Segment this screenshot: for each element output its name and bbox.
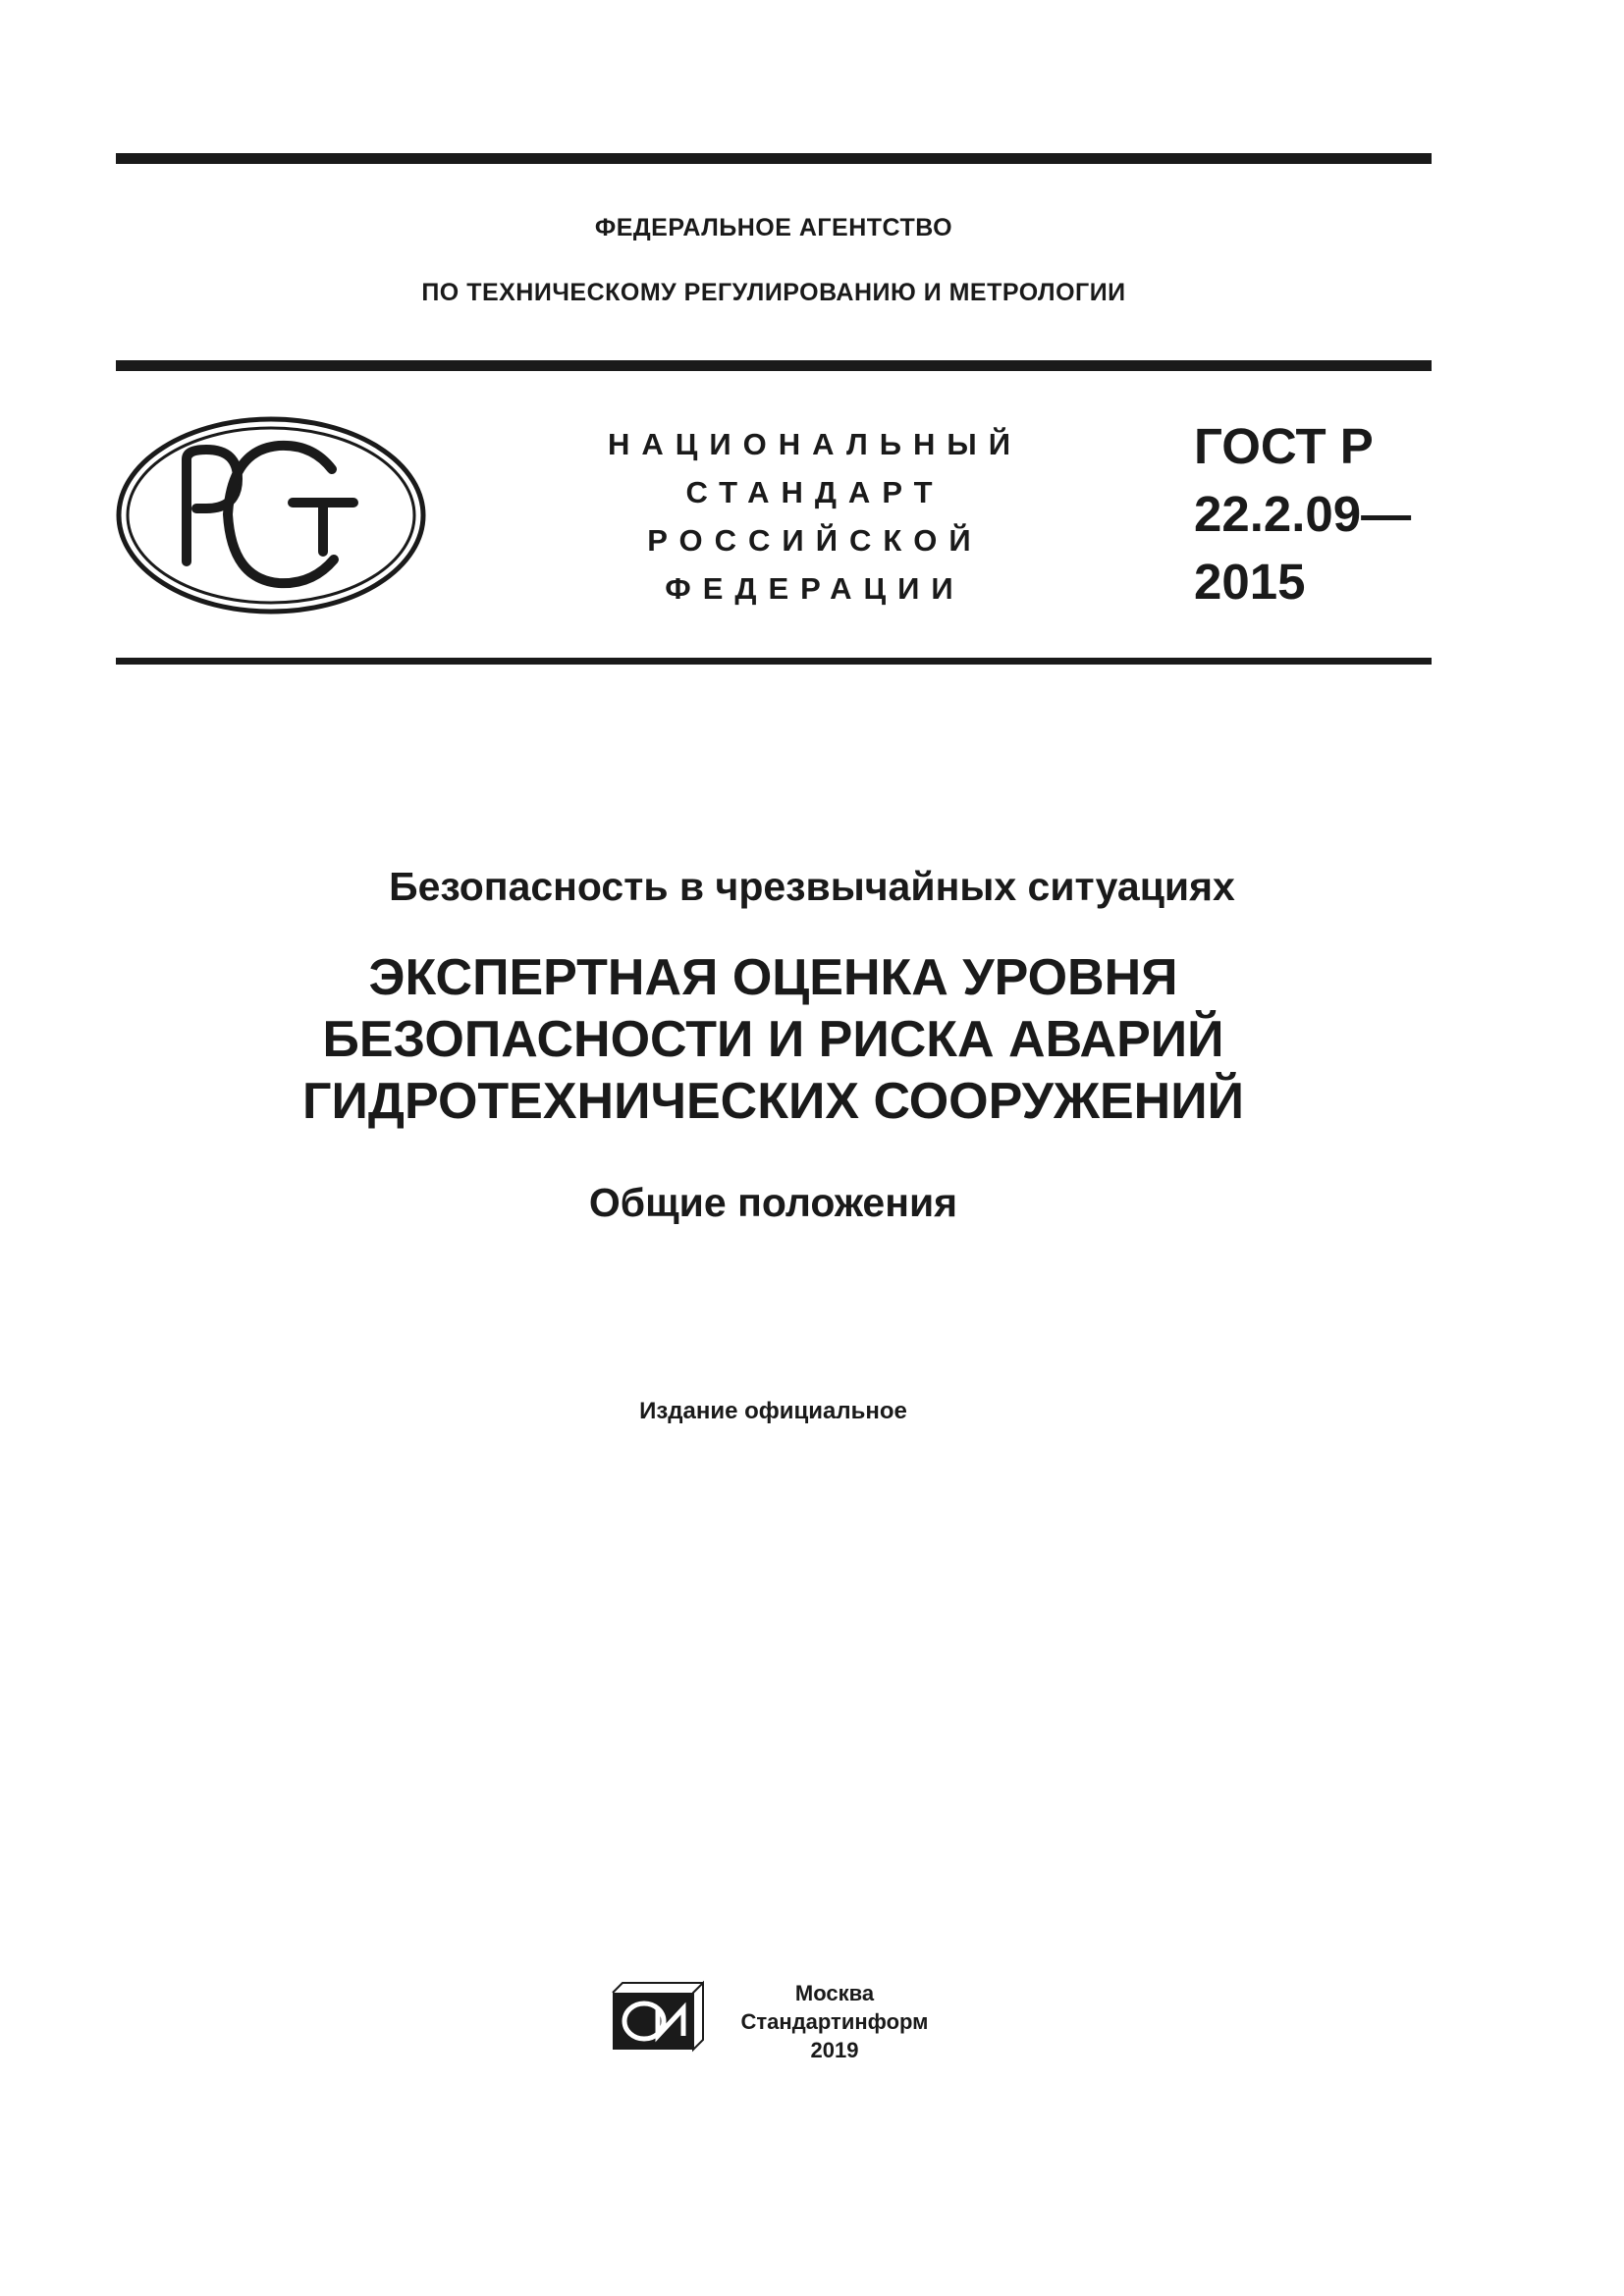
document-subject: Безопасность в чрезвычайных ситуациях [389, 864, 1235, 909]
bottom-rule [116, 658, 1432, 665]
document-title [0, 947, 1546, 1133]
agency-name-line2: ПО ТЕХНИЧЕСКОМУ РЕГУЛИРОВАНИЮ И МЕТРОЛОГИИ [421, 279, 1126, 306]
imprint-city: Москва [794, 1981, 875, 2005]
document-subtitle: Общие положения [588, 1180, 958, 1225]
rst-mark-icon [116, 416, 426, 614]
top-rule [116, 153, 1432, 164]
imprint-year: 2019 [810, 2038, 859, 2062]
national-standard-line2: СТАНДАРТ [685, 475, 945, 509]
agency-name-line1: ФЕДЕРАЛЬНОЕ АГЕНТСТВО [594, 214, 953, 241]
standard-designation [1194, 412, 1411, 615]
middle-rule [116, 360, 1432, 371]
national-standard-line4: ФЕДЕРАЦИИ [665, 571, 965, 606]
designation-line1: ГОСТ Р [1194, 418, 1374, 474]
title-line2: БЕЗОПАСНОСТИ И РИСКА АВАРИЙ [322, 1011, 1224, 1068]
title-line3: ГИДРОТЕХНИЧЕСКИХ СООРУЖЕНИЙ [302, 1073, 1244, 1130]
standartinform-logo-icon [611, 1979, 705, 2054]
national-standard-heading [569, 420, 1060, 613]
national-standard-line3: РОССИЙСКОЙ [647, 523, 983, 558]
designation-line3: 2015 [1194, 554, 1306, 610]
edition-note: Издание официальное [639, 1398, 907, 1424]
designation-line2: 22.2.09— [1194, 486, 1412, 542]
title-line1: ЭКСПЕРТНАЯ ОЦЕНКА УРОВНЯ [368, 949, 1178, 1006]
imprint-publisher: Стандартинформ [740, 2009, 929, 2034]
national-standard-line1: НАЦИОНАЛЬНЫЙ [607, 427, 1023, 461]
imprint [707, 1979, 962, 2064]
